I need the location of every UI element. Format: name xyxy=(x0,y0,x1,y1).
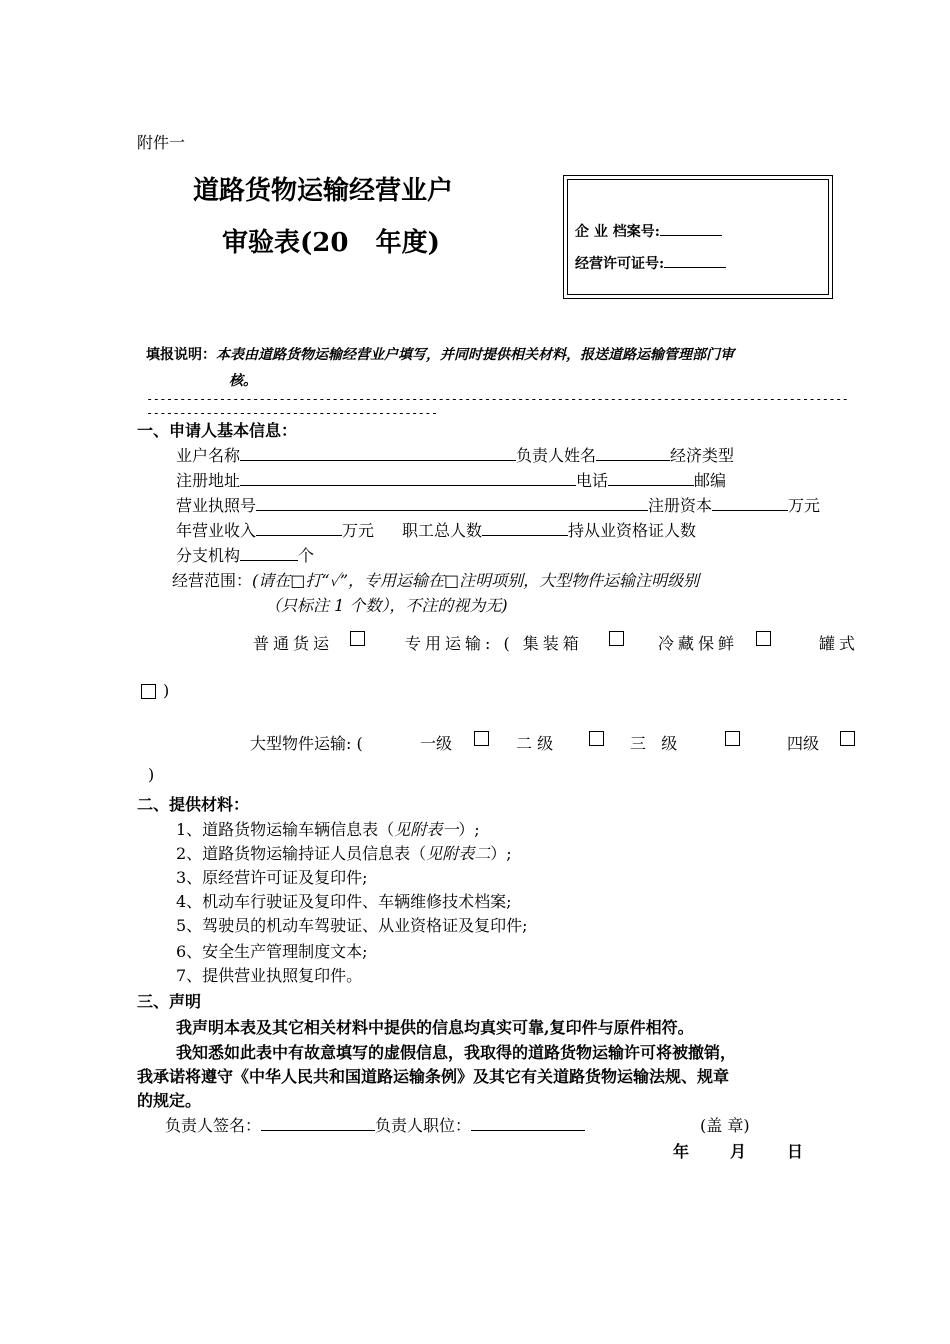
manager-name-label: 负责人姓名 xyxy=(516,446,597,465)
row-revenue xyxy=(176,518,696,541)
row-business-name xyxy=(176,443,734,466)
material-item-ref: 见附表一 xyxy=(394,820,459,839)
material-item xyxy=(176,841,512,864)
large-cargo-close-paren: ) xyxy=(148,765,155,784)
reg-capital-label: 注册资本 xyxy=(648,496,713,515)
special-transport-label: 专用运输: ( 集装箱 xyxy=(405,634,583,653)
seal-label: (盖 章) xyxy=(700,1116,750,1135)
refrigerated-checkbox[interactable] xyxy=(756,631,771,646)
level1-checkbox[interactable] xyxy=(474,731,489,746)
level1-label: 一级 xyxy=(420,734,453,753)
refrigerated-label: 冷藏保鲜 xyxy=(658,634,739,653)
file-number-field[interactable] xyxy=(575,218,722,241)
address-input[interactable] xyxy=(240,468,576,486)
tank-label: 罐式 xyxy=(819,634,860,653)
section2-heading: 二、提供材料： xyxy=(137,795,250,814)
business-name-label: 业户名称 xyxy=(176,446,241,465)
row-license xyxy=(176,493,820,516)
address-label: 注册地址 xyxy=(176,471,241,490)
section1-heading: 一、申请人基本信息： xyxy=(137,421,298,440)
general-cargo-checkbox[interactable] xyxy=(350,631,365,646)
material-item: 4、机动车行驶证及复印件、车辆维修技术档案; xyxy=(176,892,512,911)
annual-revenue-label: 年营业收入 xyxy=(176,521,257,540)
reg-capital-unit: 万元 xyxy=(788,496,821,515)
material-item-ref: 见附表二 xyxy=(426,844,491,863)
manager-name-input[interactable] xyxy=(596,443,670,461)
scope-note: (请在□打“✓”，专用运输在□注明项别，大型物件运输注明级别 xyxy=(252,571,700,590)
signature-row xyxy=(165,1113,585,1136)
postcode-label: 邮编 xyxy=(694,471,727,490)
row-scope xyxy=(172,568,699,591)
license-input[interactable] xyxy=(256,493,648,511)
license-number-blank[interactable] xyxy=(664,250,726,268)
material-item: 5、驾驶员的机动车驾驶证、从业资格证及复印件; xyxy=(176,916,528,935)
position-label: 负责人职位： xyxy=(375,1116,472,1135)
material-item xyxy=(176,817,480,840)
license-number-field[interactable] xyxy=(575,250,726,273)
attachment-label: 附件一 xyxy=(137,133,186,152)
file-number-blank[interactable] xyxy=(660,218,722,236)
annual-revenue-input[interactable] xyxy=(256,518,342,536)
level4-checkbox[interactable] xyxy=(840,731,855,746)
large-cargo-label: 大型物件运输: ( xyxy=(250,734,363,753)
date-day: 日 xyxy=(787,1142,804,1161)
license-number-label: 经营许可证号: xyxy=(575,256,665,272)
level4-label: 四级 xyxy=(787,734,820,753)
branch-unit: 个 xyxy=(298,546,315,565)
branch-input[interactable] xyxy=(240,543,298,561)
level3-checkbox[interactable] xyxy=(725,731,740,746)
instructions xyxy=(146,344,734,364)
page-title-line1: 道路货物运输经营业户 xyxy=(193,176,454,206)
material-item-text: 1、道路货物运输车辆信息表（ xyxy=(176,820,395,839)
tank-checkbox[interactable] xyxy=(141,684,156,699)
material-item-tail: ）; xyxy=(458,820,480,839)
section3-heading: 三、声明 xyxy=(137,992,202,1011)
declaration-para1: 我声明本表及其它相关材料中提供的信息均真实可靠,复印件与原件相符。 xyxy=(176,1018,694,1037)
staff-total-label: 职工总人数 xyxy=(402,521,483,540)
material-item: 6、安全生产管理制度文本; xyxy=(176,942,368,961)
instructions-text: 本表由道路货物运输经营业户填写，并同时提供相关材料，报送道路运输管理部门审 xyxy=(216,347,734,363)
scope-note-cont: （只标注 1 个数），不注的视为无) xyxy=(265,596,508,615)
declaration-para2-line3: 的规定。 xyxy=(137,1091,202,1110)
signature-label: 负责人签名： xyxy=(165,1116,262,1135)
material-item-tail: ）; xyxy=(490,844,512,863)
dashed-divider: ------------------------------------------------------------------------------------------------------------------------------------------------------ xyxy=(146,392,849,420)
declaration-para2-line2: 我承诺将遵守《中华人民共和国道路运输条例》及其它有关道路货物运输法规、规章 xyxy=(137,1067,730,1086)
signature-input[interactable] xyxy=(261,1113,375,1131)
row-branch xyxy=(176,543,314,566)
certified-staff-label: 持从业资格证人数 xyxy=(568,521,697,540)
general-cargo-label: 普通货运 xyxy=(253,634,334,653)
reg-capital-input[interactable] xyxy=(712,493,788,511)
date-year: 年 xyxy=(673,1142,690,1161)
branch-label: 分支机构 xyxy=(176,546,241,565)
level2-label: 二 级 xyxy=(516,734,554,753)
level3-label: 三 级 xyxy=(630,734,678,753)
material-item: 7、提供营业执照复印件。 xyxy=(176,966,363,985)
date-month: 月 xyxy=(730,1142,747,1161)
license-label: 营业执照号 xyxy=(176,496,257,515)
level2-checkbox[interactable] xyxy=(589,731,604,746)
container-checkbox[interactable] xyxy=(609,631,624,646)
position-input[interactable] xyxy=(471,1113,585,1131)
staff-total-input[interactable] xyxy=(482,518,568,536)
scope-label: 经营范围： xyxy=(172,571,253,590)
economy-type-label: 经济类型 xyxy=(670,446,735,465)
phone-input[interactable] xyxy=(608,468,694,486)
declaration-para2-line1: 我知悉如此表中有故意填写的虚假信息，我取得的道路货物运输许可将被撤销， xyxy=(176,1043,737,1062)
phone-label: 电话 xyxy=(576,471,609,490)
annual-revenue-unit: 万元 xyxy=(342,521,375,540)
instructions-text-cont: 核。 xyxy=(229,373,257,389)
business-name-input[interactable] xyxy=(240,443,516,461)
material-item: 3、原经营许可证及复印件; xyxy=(176,868,368,887)
file-number-label: 企 业 档案号: xyxy=(575,224,660,240)
page-title-line2: 审验表(20 年度) xyxy=(222,228,440,258)
instructions-label: 填报说明： xyxy=(146,347,216,363)
row-address xyxy=(176,468,726,491)
scope-close-paren: ) xyxy=(163,681,170,700)
material-item-text: 2、道路货物运输持证人员信息表（ xyxy=(176,844,427,863)
